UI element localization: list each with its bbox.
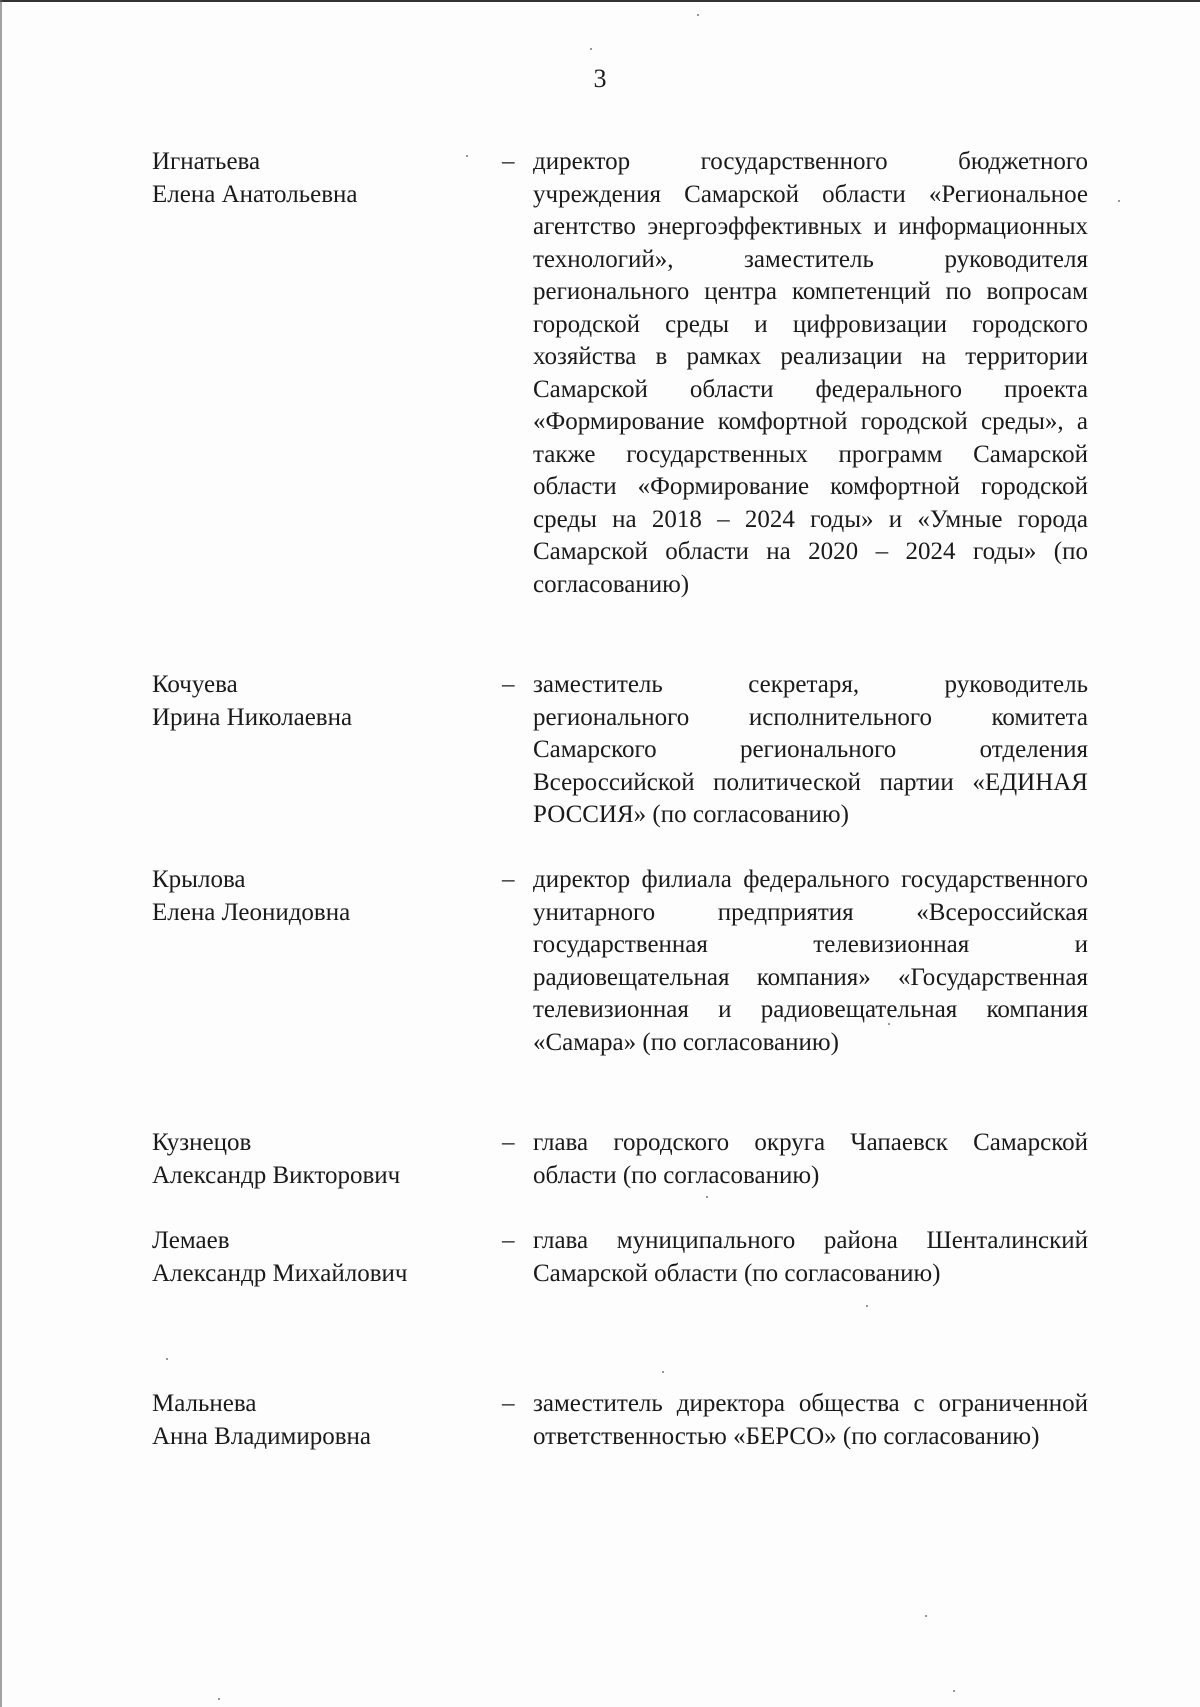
scan-edge-top <box>0 0 1200 2</box>
member-role: директор филиала федерального государственного унитарного предприятия «Всероссийская государственная телевизионная и радиовещательная компания» «Государственная телевизионная и радиовещательная компания «Самара» (по согласованию) <box>533 866 1088 1056</box>
member-surname: Игнатьева <box>152 148 261 175</box>
member-given-names: Александр Михайлович <box>152 1259 408 1287</box>
scan-speck <box>590 48 592 50</box>
scan-speck <box>706 1196 708 1198</box>
member-name <box>152 1225 482 1290</box>
scan-speck <box>953 1690 955 1692</box>
member-surname: Кузнецов <box>152 1129 252 1156</box>
scan-speck <box>697 14 699 16</box>
member-given-names: Ирина Николаевна <box>152 703 353 731</box>
dash-separator: – <box>502 1129 515 1156</box>
member-role: директор государственного бюджетного учреждения Самарской области «Региональное агентство энергоэффективных и информационных технологий», заместитель руководителя регионального центра компетенций по вопросам городской среды и цифровизации городского хозяйства в рамках реализации на территории Самарской области федерального проекта «Формирование комфортной городской среды», а также государственных программ Самарской области «Формирование комфортной городской среды на 2018 – 2024 годы» и «Умные города Самарской области на 2020 – 2024 годы» (по согласованию) <box>533 148 1088 598</box>
dash-separator: – <box>502 866 515 893</box>
member-name <box>152 1388 482 1453</box>
member-surname: Мальнева <box>152 1390 257 1417</box>
member-given-names: Александр Викторович <box>152 1161 401 1189</box>
scan-speck <box>866 1305 868 1307</box>
member-name <box>152 146 482 211</box>
page-number: 3 <box>593 64 607 93</box>
member-role: глава городского округа Чапаевск Самарской области (по согласованию) <box>533 1129 1088 1189</box>
scan-speck <box>218 1698 220 1700</box>
member-given-names: Елена Анатольевна <box>152 180 358 208</box>
member-role: глава муниципального района Шенталинский Самарской области (по согласованию) <box>533 1227 1088 1287</box>
scan-speck <box>925 1615 927 1617</box>
member-name <box>152 864 482 929</box>
scan-edge-left <box>0 0 2 1707</box>
scan-speck <box>888 1023 890 1025</box>
member-surname: Крылова <box>152 866 246 893</box>
member-role: заместитель директора общества с ограниченной ответственностью «БЕРСО» (по согласованию) <box>533 1390 1088 1450</box>
dash-separator: – <box>502 671 515 698</box>
dash-separator: – <box>502 1390 515 1417</box>
member-name <box>152 669 482 734</box>
member-surname: Лемаев <box>152 1227 230 1254</box>
member-name <box>152 1127 482 1192</box>
member-surname: Кочуева <box>152 671 238 698</box>
scan-speck <box>166 1358 168 1360</box>
scan-speck <box>466 155 468 157</box>
scan-speck <box>1118 200 1120 202</box>
member-given-names: Анна Владимировна <box>152 1422 371 1450</box>
member-role: заместитель секретаря, руководитель регионального исполнительного комитета Самарского регионального отделения Всероссийской политической партии «ЕДИНАЯ РОССИЯ» (по согласованию) <box>533 671 1088 828</box>
dash-separator: – <box>502 1227 515 1254</box>
member-given-names: Елена Леонидовна <box>152 898 351 926</box>
scan-speck <box>662 1371 664 1373</box>
dash-separator: – <box>502 148 515 175</box>
